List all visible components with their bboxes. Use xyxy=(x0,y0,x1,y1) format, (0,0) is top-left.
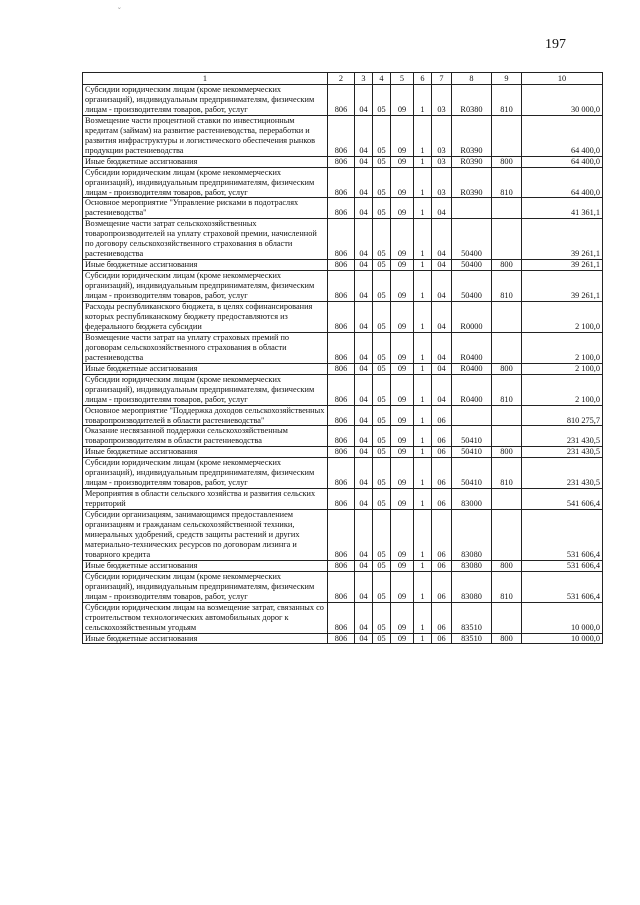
col-direction: 50410 xyxy=(452,426,492,447)
col-direction: 50400 xyxy=(452,260,492,271)
col-program: 09 xyxy=(391,489,414,510)
col-expense-type: 810 xyxy=(492,85,522,116)
col-subprogram: 1 xyxy=(414,85,432,116)
table-row xyxy=(83,271,603,302)
col-program: 09 xyxy=(391,271,414,302)
row-name: Иные бюджетные ассигнования xyxy=(83,260,328,271)
col-expense-type: 810 xyxy=(492,271,522,302)
row-name: Основное мероприятие "Управление рисками в подотраслях растениеводства" xyxy=(83,198,328,219)
col-section: 04 xyxy=(355,271,373,302)
col-subsection: 05 xyxy=(373,489,391,510)
col-subprogram: 1 xyxy=(414,405,432,426)
column-header-10: 10 xyxy=(522,73,603,85)
table-row xyxy=(83,633,603,644)
col-amount: 531 606,4 xyxy=(522,571,603,602)
row-name: Иные бюджетные ассигнования xyxy=(83,447,328,458)
col-admin: 806 xyxy=(328,85,355,116)
col-section: 04 xyxy=(355,260,373,271)
col-subsection: 05 xyxy=(373,374,391,405)
col-amount: 10 000,0 xyxy=(522,633,603,644)
col-subprogram: 1 xyxy=(414,198,432,219)
col-subprogram: 1 xyxy=(414,510,432,561)
row-name: Основное мероприятие "Поддержка доходов сельскохозяйственных товаропроизводителей в области растениеводства" xyxy=(83,405,328,426)
col-amount: 64 400,0 xyxy=(522,115,603,156)
col-admin: 806 xyxy=(328,633,355,644)
col-expense-type: 800 xyxy=(492,260,522,271)
col-event: 04 xyxy=(432,302,452,333)
col-admin: 806 xyxy=(328,447,355,458)
col-subsection: 05 xyxy=(373,302,391,333)
col-event: 04 xyxy=(432,363,452,374)
col-subsection: 05 xyxy=(373,560,391,571)
col-subprogram: 1 xyxy=(414,633,432,644)
col-event: 03 xyxy=(432,156,452,167)
col-section: 04 xyxy=(355,115,373,156)
col-amount: 64 400,0 xyxy=(522,156,603,167)
budget-table xyxy=(82,72,603,644)
col-subsection: 05 xyxy=(373,271,391,302)
col-admin: 806 xyxy=(328,271,355,302)
table-row xyxy=(83,571,603,602)
col-subsection: 05 xyxy=(373,510,391,561)
table-row xyxy=(83,302,603,333)
col-direction: R0390 xyxy=(452,156,492,167)
row-name: Расходы республиканского бюджета, в целях софинансирования которых республиканскому бюджету предоставляются из федерального бюджета субсидии xyxy=(83,302,328,333)
col-subsection: 05 xyxy=(373,363,391,374)
col-program: 09 xyxy=(391,115,414,156)
col-subsection: 05 xyxy=(373,85,391,116)
table-row xyxy=(83,363,603,374)
col-amount: 39 261,1 xyxy=(522,219,603,260)
col-subprogram: 1 xyxy=(414,560,432,571)
col-section: 04 xyxy=(355,447,373,458)
col-program: 09 xyxy=(391,260,414,271)
col-subsection: 05 xyxy=(373,633,391,644)
col-subprogram: 1 xyxy=(414,374,432,405)
col-subsection: 05 xyxy=(373,115,391,156)
col-admin: 806 xyxy=(328,571,355,602)
col-section: 04 xyxy=(355,332,373,363)
col-subprogram: 1 xyxy=(414,271,432,302)
col-direction: 50410 xyxy=(452,447,492,458)
row-name: Субсидии юридическим лицам (кроме некоммерческих организаций), индивидуальным предпринимателям, физическим лицам - производителям товаров, работ, услуг xyxy=(83,85,328,116)
col-section: 04 xyxy=(355,489,373,510)
col-section: 04 xyxy=(355,167,373,198)
col-expense-type: 800 xyxy=(492,447,522,458)
col-direction: 83080 xyxy=(452,560,492,571)
col-event: 06 xyxy=(432,571,452,602)
table-row xyxy=(83,458,603,489)
col-admin: 806 xyxy=(328,560,355,571)
column-header-4: 4 xyxy=(373,73,391,85)
table-row xyxy=(83,447,603,458)
col-expense-type: 800 xyxy=(492,560,522,571)
table-row xyxy=(83,560,603,571)
col-subprogram: 1 xyxy=(414,363,432,374)
col-amount: 531 606,4 xyxy=(522,510,603,561)
col-program: 09 xyxy=(391,510,414,561)
table-row xyxy=(83,167,603,198)
col-expense-type xyxy=(492,426,522,447)
col-program: 09 xyxy=(391,571,414,602)
col-direction: 50400 xyxy=(452,271,492,302)
col-section: 04 xyxy=(355,571,373,602)
col-section: 04 xyxy=(355,405,373,426)
col-event: 04 xyxy=(432,374,452,405)
col-direction: R0000 xyxy=(452,302,492,333)
col-direction: 83080 xyxy=(452,571,492,602)
col-amount: 41 361,1 xyxy=(522,198,603,219)
row-name: Субсидии юридическим лицам на возмещение затрат, связанных со строительством технологических автомобильных дорог к сельскохозяйственным угодьям xyxy=(83,602,328,633)
col-admin: 806 xyxy=(328,167,355,198)
col-amount: 231 430,5 xyxy=(522,426,603,447)
row-name: Субсидии организациям, занимающимся предоставлением организациям и гражданам сельскохозяйственной техники, минеральных удобрений, средств защиты растений и других материально-технических ресурсов по договорам лизинга и товарного кредита xyxy=(83,510,328,561)
table-row xyxy=(83,115,603,156)
col-subsection: 05 xyxy=(373,571,391,602)
col-direction: R0380 xyxy=(452,85,492,116)
row-name: Субсидии юридическим лицам (кроме некоммерческих организаций), индивидуальным предпринимателям, физическим лицам - производителям товаров, работ, услуг xyxy=(83,458,328,489)
col-direction xyxy=(452,198,492,219)
col-direction: R0390 xyxy=(452,115,492,156)
table-body xyxy=(83,85,603,644)
col-amount: 30 000,0 xyxy=(522,85,603,116)
col-subprogram: 1 xyxy=(414,302,432,333)
col-direction: R0400 xyxy=(452,363,492,374)
col-subprogram: 1 xyxy=(414,602,432,633)
row-name: Иные бюджетные ассигнования xyxy=(83,363,328,374)
col-admin: 806 xyxy=(328,426,355,447)
row-name: Возмещение части затрат на уплату страховых премий по договорам сельскохозяйственного страхования в области растениеводства xyxy=(83,332,328,363)
col-subprogram: 1 xyxy=(414,219,432,260)
col-subprogram: 1 xyxy=(414,458,432,489)
col-event: 04 xyxy=(432,198,452,219)
col-section: 04 xyxy=(355,458,373,489)
col-program: 09 xyxy=(391,363,414,374)
col-expense-type: 810 xyxy=(492,458,522,489)
col-subprogram: 1 xyxy=(414,260,432,271)
col-expense-type xyxy=(492,405,522,426)
row-name: Оказание несвязанной поддержки сельскохозяйственным товаропроизводителям в области растениеводства xyxy=(83,426,328,447)
col-event: 04 xyxy=(432,260,452,271)
col-admin: 806 xyxy=(328,510,355,561)
col-event: 04 xyxy=(432,332,452,363)
col-program: 09 xyxy=(391,167,414,198)
col-amount: 810 275,7 xyxy=(522,405,603,426)
table-row xyxy=(83,219,603,260)
page-number: 197 xyxy=(545,37,566,52)
col-expense-type xyxy=(492,302,522,333)
col-section: 04 xyxy=(355,426,373,447)
col-program: 09 xyxy=(391,302,414,333)
col-event: 06 xyxy=(432,405,452,426)
col-expense-type: 800 xyxy=(492,363,522,374)
col-direction: R0400 xyxy=(452,332,492,363)
col-event: 06 xyxy=(432,560,452,571)
table-row xyxy=(83,85,603,116)
row-name: Иные бюджетные ассигнования xyxy=(83,633,328,644)
col-event: 06 xyxy=(432,458,452,489)
col-section: 04 xyxy=(355,633,373,644)
col-amount: 2 100,0 xyxy=(522,332,603,363)
col-expense-type: 800 xyxy=(492,633,522,644)
col-direction xyxy=(452,405,492,426)
col-subsection: 05 xyxy=(373,260,391,271)
col-admin: 806 xyxy=(328,602,355,633)
col-program: 09 xyxy=(391,426,414,447)
col-event: 06 xyxy=(432,602,452,633)
col-event: 06 xyxy=(432,447,452,458)
col-event: 04 xyxy=(432,219,452,260)
col-subsection: 05 xyxy=(373,602,391,633)
col-subprogram: 1 xyxy=(414,489,432,510)
col-event: 06 xyxy=(432,510,452,561)
col-program: 09 xyxy=(391,219,414,260)
col-expense-type: 800 xyxy=(492,156,522,167)
col-subsection: 05 xyxy=(373,332,391,363)
col-event: 06 xyxy=(432,426,452,447)
table-row xyxy=(83,489,603,510)
col-subprogram: 1 xyxy=(414,571,432,602)
col-amount: 541 606,4 xyxy=(522,489,603,510)
col-subsection: 05 xyxy=(373,198,391,219)
col-program: 09 xyxy=(391,458,414,489)
col-subsection: 05 xyxy=(373,219,391,260)
col-amount: 2 100,0 xyxy=(522,302,603,333)
col-admin: 806 xyxy=(328,405,355,426)
row-name: Субсидии юридическим лицам (кроме некоммерческих организаций), индивидуальным предпринимателям, физическим лицам - производителям товаров, работ, услуг xyxy=(83,374,328,405)
col-admin: 806 xyxy=(328,302,355,333)
col-subprogram: 1 xyxy=(414,332,432,363)
col-event: 03 xyxy=(432,115,452,156)
col-section: 04 xyxy=(355,156,373,167)
column-header-5: 5 xyxy=(391,73,414,85)
table-row xyxy=(83,426,603,447)
col-subsection: 05 xyxy=(373,458,391,489)
row-name: Субсидии юридическим лицам (кроме некоммерческих организаций), индивидуальным предпринимателям, физическим лицам - производителям товаров, работ, услуг xyxy=(83,571,328,602)
row-name: Субсидии юридическим лицам (кроме некоммерческих организаций), индивидуальным предпринимателям, физическим лицам - производителям товаров, работ, услуг xyxy=(83,271,328,302)
col-section: 04 xyxy=(355,363,373,374)
col-program: 09 xyxy=(391,156,414,167)
col-admin: 806 xyxy=(328,363,355,374)
col-subprogram: 1 xyxy=(414,167,432,198)
col-expense-type xyxy=(492,198,522,219)
col-expense-type xyxy=(492,332,522,363)
col-expense-type: 810 xyxy=(492,571,522,602)
col-subsection: 05 xyxy=(373,156,391,167)
col-direction: 83000 xyxy=(452,489,492,510)
col-section: 04 xyxy=(355,560,373,571)
col-direction: 83080 xyxy=(452,510,492,561)
col-amount: 64 400,0 xyxy=(522,167,603,198)
col-program: 09 xyxy=(391,560,414,571)
col-direction: 50400 xyxy=(452,219,492,260)
table-row xyxy=(83,374,603,405)
col-expense-type xyxy=(492,219,522,260)
col-amount: 39 261,1 xyxy=(522,271,603,302)
column-header-8: 8 xyxy=(452,73,492,85)
col-admin: 806 xyxy=(328,260,355,271)
column-header-1: 1 xyxy=(83,73,328,85)
col-program: 09 xyxy=(391,198,414,219)
col-direction: R0400 xyxy=(452,374,492,405)
column-header-9: 9 xyxy=(492,73,522,85)
col-section: 04 xyxy=(355,602,373,633)
col-event: 06 xyxy=(432,633,452,644)
row-name: Субсидии юридическим лицам (кроме некоммерческих организаций), индивидуальным предпринимателям, физическим лицам - производителям товаров, работ, услуг xyxy=(83,167,328,198)
row-name: Мероприятия в области сельского хозяйства и развития сельских территорий xyxy=(83,489,328,510)
col-subprogram: 1 xyxy=(414,426,432,447)
column-header-6: 6 xyxy=(414,73,432,85)
col-amount: 531 606,4 xyxy=(522,560,603,571)
col-section: 04 xyxy=(355,302,373,333)
col-direction: 83510 xyxy=(452,602,492,633)
col-amount: 231 430,5 xyxy=(522,458,603,489)
col-program: 09 xyxy=(391,85,414,116)
col-amount: 231 430,5 xyxy=(522,447,603,458)
col-subprogram: 1 xyxy=(414,156,432,167)
col-expense-type: 810 xyxy=(492,374,522,405)
col-subprogram: 1 xyxy=(414,447,432,458)
col-section: 04 xyxy=(355,219,373,260)
col-admin: 806 xyxy=(328,458,355,489)
col-section: 04 xyxy=(355,85,373,116)
col-admin: 806 xyxy=(328,489,355,510)
table-row xyxy=(83,405,603,426)
col-expense-type xyxy=(492,602,522,633)
table-row xyxy=(83,510,603,561)
col-direction: R0390 xyxy=(452,167,492,198)
col-program: 09 xyxy=(391,374,414,405)
col-subprogram: 1 xyxy=(414,115,432,156)
col-event: 03 xyxy=(432,167,452,198)
col-direction: 83510 xyxy=(452,633,492,644)
col-event: 04 xyxy=(432,271,452,302)
col-program: 09 xyxy=(391,602,414,633)
column-header-3: 3 xyxy=(355,73,373,85)
table-row xyxy=(83,156,603,167)
col-expense-type xyxy=(492,115,522,156)
col-subsection: 05 xyxy=(373,405,391,426)
col-expense-type xyxy=(492,489,522,510)
col-program: 09 xyxy=(391,633,414,644)
scan-tick-mark: ˘ xyxy=(118,6,121,15)
col-expense-type xyxy=(492,510,522,561)
row-name: Иные бюджетные ассигнования xyxy=(83,156,328,167)
col-expense-type: 810 xyxy=(492,167,522,198)
col-amount: 39 261,1 xyxy=(522,260,603,271)
col-subsection: 05 xyxy=(373,426,391,447)
col-program: 09 xyxy=(391,447,414,458)
row-name: Иные бюджетные ассигнования xyxy=(83,560,328,571)
col-section: 04 xyxy=(355,510,373,561)
column-header-2: 2 xyxy=(328,73,355,85)
table-row xyxy=(83,602,603,633)
col-amount: 2 100,0 xyxy=(522,374,603,405)
col-section: 04 xyxy=(355,198,373,219)
col-admin: 806 xyxy=(328,332,355,363)
col-admin: 806 xyxy=(328,156,355,167)
table-row xyxy=(83,198,603,219)
table-row xyxy=(83,260,603,271)
col-event: 06 xyxy=(432,489,452,510)
col-event: 03 xyxy=(432,85,452,116)
row-name: Возмещение части процентной ставки по инвестиционным кредитам (займам) на развитие растениеводства, переработки и развития инфраструктуры и логистического обеспечения рынков продукции растениеводства xyxy=(83,115,328,156)
col-section: 04 xyxy=(355,374,373,405)
col-admin: 806 xyxy=(328,115,355,156)
table-row xyxy=(83,332,603,363)
column-header-7: 7 xyxy=(432,73,452,85)
col-admin: 806 xyxy=(328,374,355,405)
col-amount: 2 100,0 xyxy=(522,363,603,374)
col-admin: 806 xyxy=(328,219,355,260)
row-name: Возмещение части затрат сельскохозяйственных товаропроизводителей на уплату страховой премии, начисленной по договору сельскохозяйственного страхования в области растениеводства xyxy=(83,219,328,260)
col-admin: 806 xyxy=(328,198,355,219)
table-header-row xyxy=(83,73,603,85)
col-direction: 50410 xyxy=(452,458,492,489)
col-subsection: 05 xyxy=(373,167,391,198)
col-program: 09 xyxy=(391,332,414,363)
col-amount: 10 000,0 xyxy=(522,602,603,633)
col-subsection: 05 xyxy=(373,447,391,458)
col-program: 09 xyxy=(391,405,414,426)
